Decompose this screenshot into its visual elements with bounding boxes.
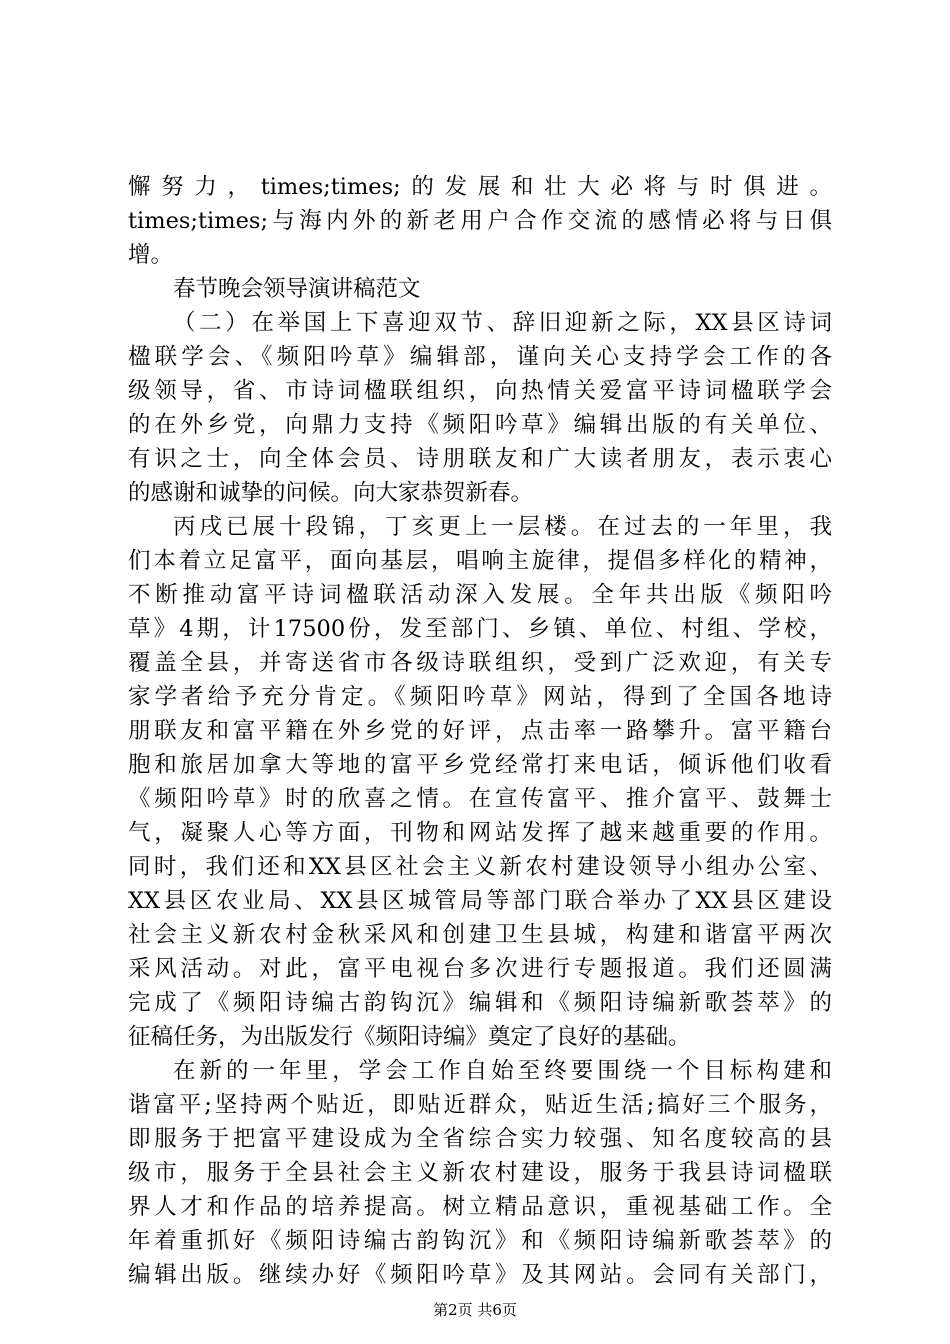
text-line: 丙戌已展十段锦，丁亥更上一层楼。在过去的一年里，我 <box>173 514 832 540</box>
page-number-footer: 第2页 共6页 <box>433 1301 517 1319</box>
text-line: 界人才和作品的培养提高。树立精品意识，重视基础工作。全 <box>128 1194 832 1220</box>
text-line: 即服务于把富平建设成为全省综合实力较强、知名度较高的县 <box>128 1126 832 1152</box>
text-line: 同时，我们还和XX县区社会主义新农村建设领导小组办公室、 <box>128 854 832 880</box>
text-line: 的感谢和诚挚的问候。向大家恭贺新春。 <box>128 480 534 506</box>
text-line: 覆盖全县，并寄送省市各级诗联组织，受到广泛欢迎，有关专 <box>128 650 832 676</box>
text-line: 年着重抓好《频阳诗编古韵钩沉》和《频阳诗编新歌荟萃》的 <box>128 1228 832 1254</box>
body-text <box>128 170 832 1292</box>
text-line: 楹联学会、《频阳吟草》编辑部，谨向关心支持学会工作的各 <box>128 344 832 370</box>
text-line: 增。 <box>128 242 174 268</box>
text-line: times;times;与海内外的新老用户合作交流的感情必将与日俱 <box>128 208 832 234</box>
text-line: 们本着立足富平，面向基层，唱响主旋律，提倡多样化的精神， <box>128 548 832 574</box>
text-line: 气，凝聚人心等方面，刊物和网站发挥了越来越重要的作用。 <box>128 820 832 846</box>
text-line: 采风活动。对此，富平电视台多次进行专题报道。我们还圆满 <box>128 956 832 982</box>
text-line: 不断推动富平诗词楹联活动深入发展。全年共出版《频阳吟 <box>128 582 832 608</box>
text-line: 朋联友和富平籍在外乡党的好评，点击率一路攀升。富平籍台 <box>128 718 832 744</box>
text-line: 谐富平;坚持两个贴近，即贴近群众，贴近生活;搞好三个服务， <box>128 1092 832 1118</box>
text-line: 社会主义新农村金秋采风和创建卫生县城，构建和谐富平两次 <box>128 922 832 948</box>
text-line: 家学者给予充分肯定。《频阳吟草》网站，得到了全国各地诗 <box>128 684 832 710</box>
text-line: 在新的一年里，学会工作自始至终要围绕一个目标构建和 <box>173 1058 832 1084</box>
text-line: 《频阳吟草》时的欣喜之情。在宣传富平、推介富平、鼓舞士 <box>128 786 832 812</box>
text-line: 的在外乡党，向鼎力支持《频阳吟草》编辑出版的有关单位、 <box>128 412 832 438</box>
text-line: 懈努力，times;times;的发展和壮大必将与时俱进。 <box>128 174 832 200</box>
text-line: 有识之士，向全体会员、诗朋联友和广大读者朋友，表示衷心 <box>128 446 832 472</box>
text-line: 编辑出版。继续办好《频阳吟草》及其网站。会同有关部门， <box>128 1262 832 1288</box>
text-line: 完成了《频阳诗编古韵钩沉》编辑和《频阳诗编新歌荟萃》的 <box>128 990 832 1016</box>
text-line: 胞和旅居加拿大等地的富平乡党经常打来电话，倾诉他们收看 <box>128 752 832 778</box>
text-line: 草》4期，计17500份，发至部门、乡镇、单位、村组、学校， <box>128 616 832 642</box>
text-line: 级市，服务于全县社会主义新农村建设，服务于我县诗词楹联 <box>128 1160 832 1186</box>
text-line: （二）在举国上下喜迎双节、辞旧迎新之际，XX县区诗词 <box>173 310 832 336</box>
text-line: 征稿任务，为出版发行《频阳诗编》奠定了良好的基础。 <box>128 1024 691 1050</box>
text-line: 春节晚会领导演讲稿范文 <box>173 276 421 302</box>
text-line: XX县区农业局、XX县区城管局等部门联合举办了XX县区建设 <box>128 888 832 914</box>
text-line: 级领导，省、市诗词楹联组织，向热情关爱富平诗词楹联学会 <box>128 378 832 404</box>
